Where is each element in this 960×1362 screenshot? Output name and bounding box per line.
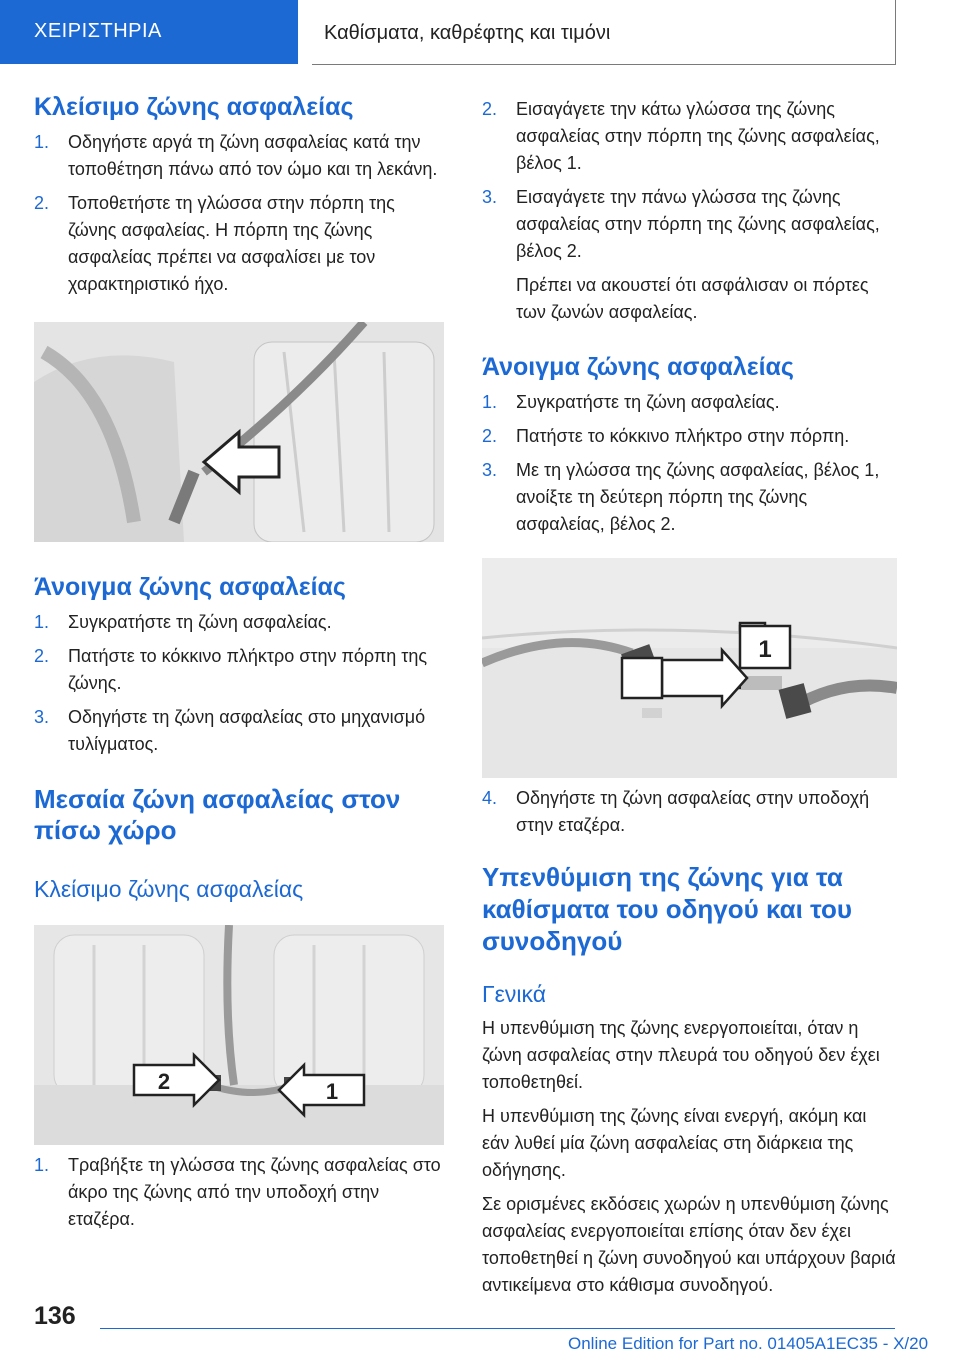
list-item: 1. Τραβήξτε τη γλώσσα της ζώνης ασφαλείας στο άκρο της ζώνης από την υποδοχή στην εταζέρα. — [34, 1155, 441, 1230]
steps-fasten — [34, 129, 444, 298]
page-number: 136 — [34, 1302, 76, 1330]
steps-open — [34, 609, 444, 758]
paragraph: Σε ορισμένες εκδόσεις χωρών η υπενθύμιση ζώνης ασφαλείας ενεργοποιείται επίσης όταν δεν έχει τοποθετηθεί η ζώνη συνοδηγού και υπάρχουν βαριά αντικείμενα στο κάθισμα συνοδηγού. — [482, 1194, 896, 1295]
list-item: 3. Εισαγάγετε την πάνω γλώσσα της ζώνης ασφαλείας στην πόρπη της ζώνης ασφαλείας, βέλος 2. — [482, 187, 880, 261]
list-item: 2. Εισαγάγετε την κάτω γλώσσα της ζώνης ασφαλείας στην πόρπη της ζώνης ασφαλείας, βέλος 1. — [482, 99, 880, 173]
list-item: 1. Συγκρατήστε τη ζώνη ασφαλείας. — [34, 612, 332, 632]
heading-fasten-belt: Κλείσιμο ζώνης ασφαλείας — [34, 93, 354, 121]
heading-rear-middle-belt: Μεσαία ζώνη ασφαλείας στον πίσω χώρο — [34, 784, 401, 846]
footer-divider — [100, 1328, 895, 1329]
list-item: 2. Πατήστε το κόκκινο πλήκτρο στην πόρπη. — [482, 426, 850, 446]
header-tab — [0, 0, 298, 64]
list-item: 3. Με τη γλώσσα της ζώνης ασφαλείας, βέλος 1, ανοίξτε τη δεύτερη πόρπη της ζώνης ασφαλείας, βέλος 2. — [482, 460, 880, 534]
list-item: 1. Οδηγήστε αργά τη ζώνη ασφαλείας κατά την τοποθέτηση πάνω από τον ώμο και τη λεκάνη. — [34, 132, 438, 179]
paragraph: Η υπενθύμιση της ζώνης ενεργοποιείται, όταν η ζώνη ασφαλείας στην πλευρά του οδηγού δεν έχει τοποθετηθεί. — [482, 1018, 880, 1092]
section-title: Καθίσματα, καθρέφτης και τιμόνι — [324, 22, 611, 44]
subheading-fasten: Κλείσιμο ζώνης ασφαλείας — [34, 876, 304, 903]
paragraph: Η υπενθύμιση της ζώνης είναι ενεργή, ακόμη και εάν λυθεί μία ζώνη ασφαλείας στη διάρκεια της οδήγησης. — [482, 1106, 867, 1180]
heading-belt-reminder: Υπενθύμιση της ζώνης για τα καθίσματα του οδηγού και του συνοδηγού — [482, 862, 852, 956]
figure-rear-middle-belt — [34, 925, 444, 1145]
heading-open-rear-belt: Άνοιγμα ζώνης ασφαλείας — [482, 353, 794, 381]
list-item: 3. Οδηγήστε τη ζώνη ασφαλείας στο μηχανισμό τυλίγματος. — [34, 707, 426, 754]
subheading-general: Γενικά — [482, 981, 547, 1007]
figure-front-seat-buckle — [34, 322, 444, 542]
figure-label-2: 2 — [157, 1069, 171, 1095]
list-item: 4. Οδηγήστε τη ζώνη ασφαλείας στην υποδοχή στην εταζέρα. — [482, 788, 870, 835]
steps-rear-open-cont — [482, 785, 897, 839]
header-tab-label: ΧΕΙΡΙΣΤΗΡΙΑ — [34, 20, 162, 42]
steps-rear-fasten — [34, 1152, 444, 1233]
right-column — [482, 96, 897, 1299]
list-item: 2. Πατήστε το κόκκινο πλήκτρο στην πόρπη της ζώνης. — [34, 646, 428, 693]
heading-open-belt: Άνοιγμα ζώνης ασφαλείας — [34, 573, 346, 601]
list-item: 1. Συγκρατήστε τη ζώνη ασφαλείας. — [482, 392, 780, 412]
figure-label-1: 1 — [325, 1079, 339, 1105]
figure-rear-buckle-release — [482, 558, 897, 778]
header-section — [312, 0, 896, 65]
steps-rear-fasten-cont — [482, 96, 897, 265]
steps-rear-open — [482, 389, 897, 538]
list-item: 2. Τοποθετήστε τη γλώσσα στην πόρπη της ζώνης ασφαλείας. Η πόρπη της ζώνης ασφαλείας πρέπει να ασφαλίσει με τον χαρακτηριστικό ήχο. — [34, 193, 395, 294]
figure-label-1: 1 — [758, 636, 772, 663]
footer-edition: Online Edition for Part no. 01405A1EC35 - X/20 — [568, 1334, 929, 1353]
note-text: Πρέπει να ακουστεί ότι ασφάλισαν οι πόρτες των ζωνών ασφαλείας. — [516, 275, 869, 322]
left-column — [34, 92, 444, 1233]
